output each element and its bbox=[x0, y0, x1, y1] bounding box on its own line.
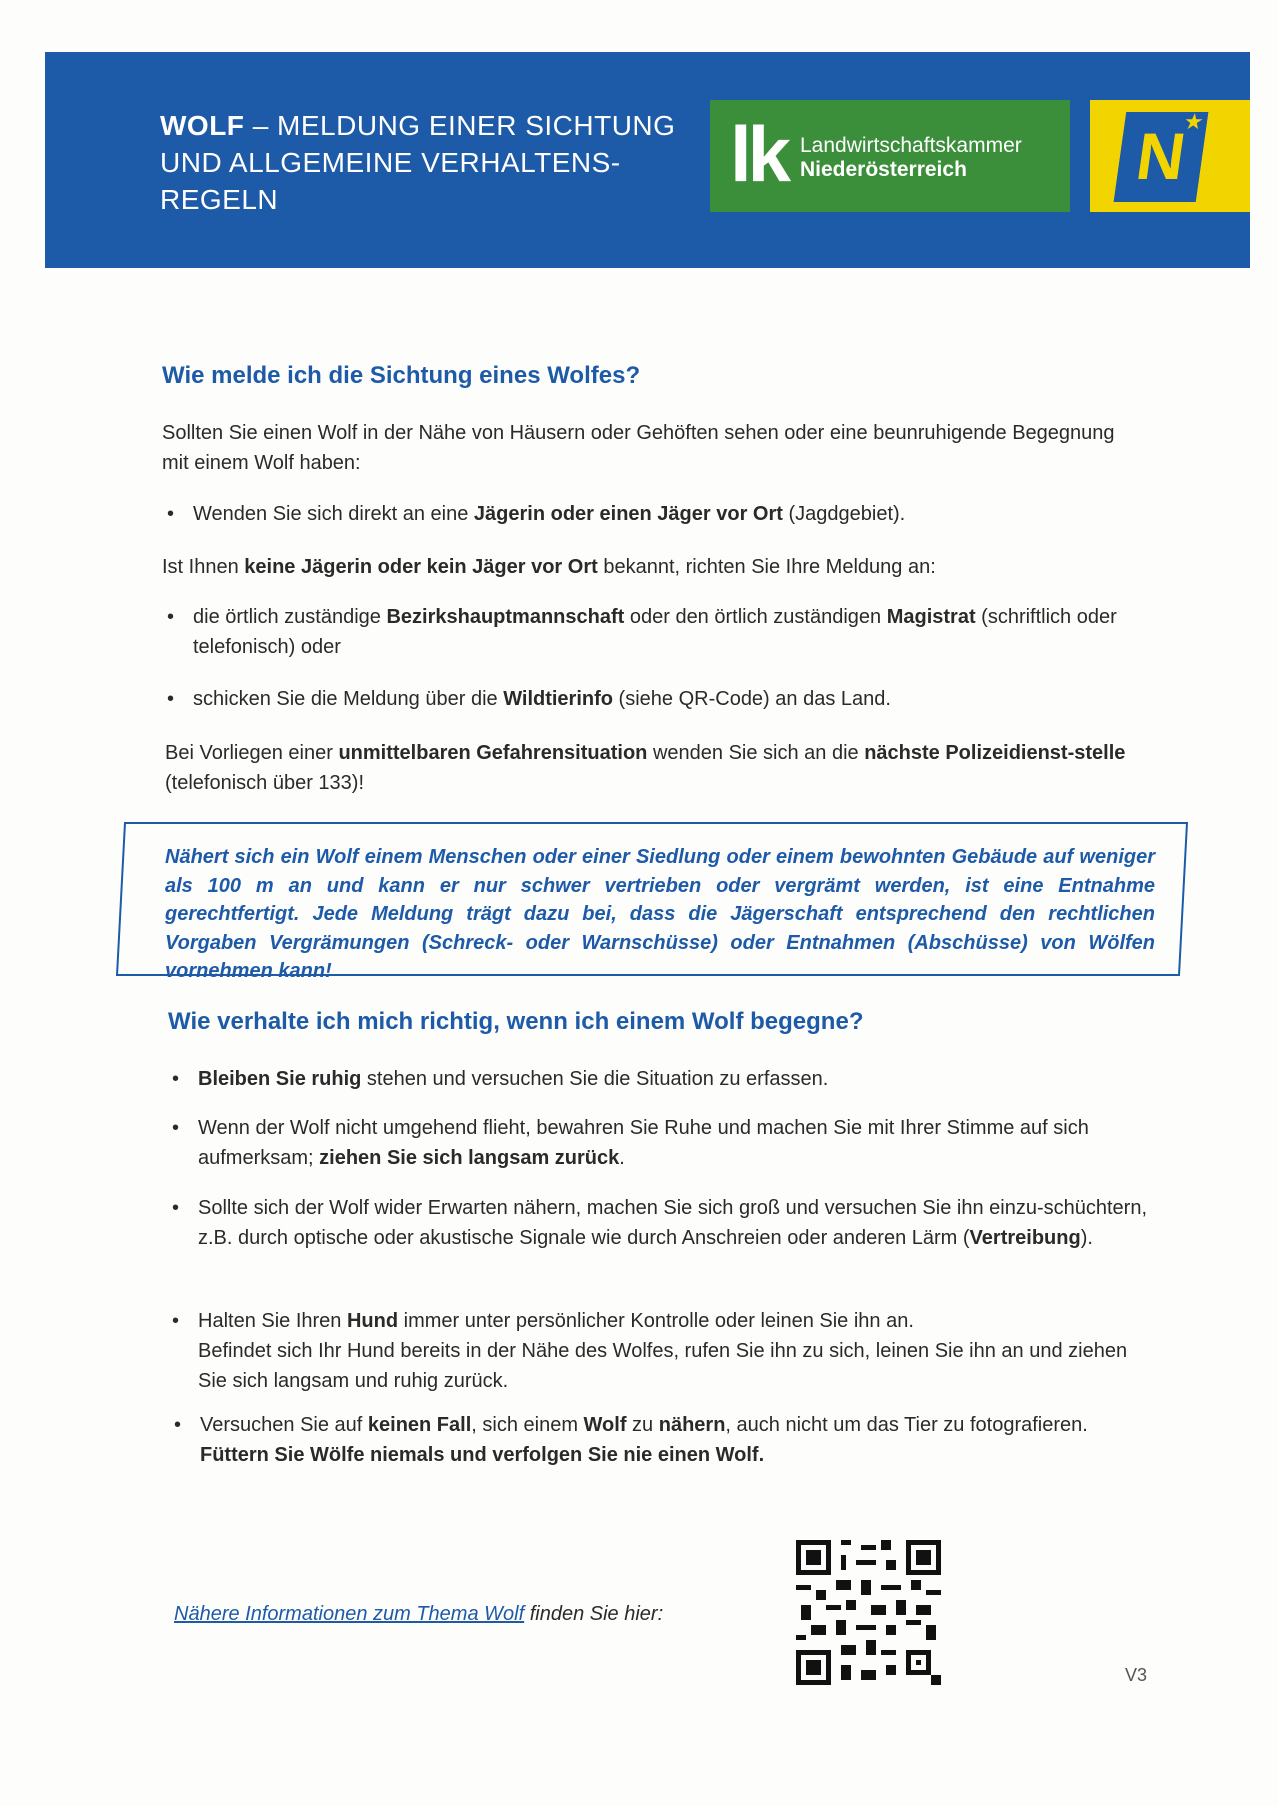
text: schicken Sie die Meldung über die bbox=[193, 688, 504, 710]
text: bekannt, richten Sie Ihre Meldung an: bbox=[597, 556, 936, 578]
bold-text: Jägerin oder einen Jäger vor Ort bbox=[473, 503, 783, 525]
title-line-2: UND ALLGEMEINE VERHALTENS- bbox=[160, 147, 621, 178]
list-item bbox=[167, 684, 1143, 714]
list-item bbox=[167, 602, 1143, 662]
lk-mark: lk bbox=[730, 110, 788, 198]
section1-para3 bbox=[165, 738, 1145, 798]
bold-text: Vertreibung bbox=[969, 1227, 1081, 1249]
text: finden Sie hier: bbox=[524, 1603, 664, 1625]
text: stehen und versuchen Sie die Situation zu erfassen. bbox=[361, 1068, 829, 1090]
bullet: • bbox=[167, 503, 175, 525]
bold-text: Hund bbox=[346, 1310, 399, 1332]
bold-text: Bleiben Sie ruhig bbox=[198, 1068, 362, 1090]
list-item bbox=[167, 499, 1143, 529]
text: . bbox=[619, 1147, 625, 1169]
bold-text: Bezirkshauptmannschaft bbox=[386, 606, 625, 628]
bullet: • bbox=[174, 1414, 182, 1436]
list-item bbox=[172, 1064, 1148, 1094]
title-line-3: REGELN bbox=[160, 184, 279, 215]
text: immer unter persönlicher Kontrolle oder leinen Sie ihn an. bbox=[398, 1310, 914, 1332]
bullet: • bbox=[172, 1197, 180, 1219]
title-rest: – MELDUNG EINER SICHTUNG bbox=[244, 110, 676, 141]
notice-text: Nähert sich ein Wolf einem Menschen oder einer Siedlung oder einem bewohnten Gebäude auf weniger als 100 m an und kann er nur schwer vertrieben oder vergrämt werden, ist eine Entnahme gerechtfertigt. Jede Meldung trägt dazu bei, dass die Jägerschaft entsprechend den rechtlichen Vorgaben Vergrämungen (Schreck- oder Warnschüsse) oder Entnahmen (Abschüsse) von Wölfen vornehmen kann! bbox=[165, 846, 1155, 982]
lk-line-1: Landwirtschaftskammer bbox=[800, 134, 1022, 157]
text: Wenn der Wolf nicht umgehend flieht, bewahren Sie Ruhe und machen Sie mit Ihrer Stimme auf sich aufmerksam; bbox=[198, 1117, 1089, 1169]
text: Sollte sich der Wolf wider Erwarten nähern, machen Sie sich groß und versuchen Sie ihn einzu-schüchtern, z.B. durch optische oder akustische Signale wie durch Anschreien oder anderen Lärm ( bbox=[198, 1197, 1147, 1249]
bold-text: keinen Fall bbox=[367, 1414, 472, 1436]
list-item bbox=[172, 1193, 1153, 1253]
text: ). bbox=[1080, 1227, 1093, 1249]
qr-code-icon[interactable] bbox=[796, 1540, 941, 1685]
noe-box bbox=[1114, 109, 1209, 202]
bold-text: Magistrat bbox=[886, 606, 976, 628]
bullet: • bbox=[172, 1310, 180, 1332]
title-strong: WOLF bbox=[160, 110, 245, 141]
bold-text: Wildtierinfo bbox=[503, 688, 613, 710]
text: Versuchen Sie auf bbox=[200, 1414, 368, 1436]
section1-intro: Sollten Sie einen Wolf in der Nähe von Häusern oder Gehöften sehen oder eine beunruhigende Begegnung mit einem Wolf haben: bbox=[162, 422, 1115, 474]
lk-line-2: Niederösterreich bbox=[800, 158, 967, 181]
bold-text: nächste Polizeidienst-stelle bbox=[864, 742, 1126, 764]
lk-text bbox=[800, 134, 1022, 182]
list-item bbox=[172, 1113, 1148, 1173]
text: zu bbox=[626, 1414, 659, 1436]
text: , auch nicht um das Tier zu fotografieren. bbox=[725, 1414, 1088, 1436]
text: Halten Sie Ihren bbox=[198, 1310, 347, 1332]
text: Befindet sich Ihr Hund bereits in der Nähe des Wolfes, rufen Sie ihn zu sich, leinen Sie ihn an und ziehen Sie sich langsam und ruhig zurück. bbox=[198, 1340, 1128, 1392]
list-item bbox=[174, 1410, 1160, 1470]
lk-logo bbox=[710, 100, 1070, 212]
bullet: • bbox=[172, 1068, 180, 1090]
bold-text: nähern bbox=[658, 1414, 726, 1436]
text: Wenden Sie sich direkt an eine bbox=[193, 503, 474, 525]
text: Bei Vorliegen einer bbox=[165, 742, 339, 764]
section2-heading: Wie verhalte ich mich richtig, wenn ich einem Wolf begegne? bbox=[168, 1008, 864, 1035]
text: (schriftlich oder telefonisch) oder bbox=[193, 606, 1117, 658]
text: (Jagdgebiet). bbox=[782, 503, 906, 525]
star-icon: ★ bbox=[1182, 109, 1206, 134]
noe-logo bbox=[1090, 100, 1250, 212]
text: die örtlich zuständige bbox=[193, 606, 387, 628]
bullet: • bbox=[172, 1117, 180, 1139]
noe-letter: N bbox=[1131, 119, 1191, 193]
version-label: V3 bbox=[1125, 1665, 1148, 1685]
info-link[interactable]: Nähere Informationen zum Thema Wolf bbox=[174, 1603, 525, 1625]
section1-para2 bbox=[162, 552, 1137, 582]
bold-text: Füttern Sie Wölfe niemals und verfolgen Sie nie einen Wolf. bbox=[200, 1444, 765, 1466]
text: Ist Ihnen bbox=[162, 556, 245, 578]
list-item bbox=[172, 1306, 1153, 1396]
text: (telefonisch über 133)! bbox=[165, 772, 365, 794]
bold-text: unmittelbaren Gefahrensituation bbox=[338, 742, 648, 764]
section1-heading: Wie melde ich die Sichtung eines Wolfes? bbox=[162, 362, 641, 389]
text: wenden Sie sich an die bbox=[647, 742, 865, 764]
bold-text: Wolf bbox=[583, 1414, 627, 1436]
bullet: • bbox=[167, 688, 175, 710]
text: , sich einem bbox=[471, 1414, 584, 1436]
bold-text: ziehen Sie sich langsam zurück bbox=[319, 1147, 620, 1169]
text: (siehe QR-Code) an das Land. bbox=[613, 688, 891, 710]
bullet: • bbox=[167, 606, 175, 628]
header-banner bbox=[45, 52, 1250, 268]
document-title bbox=[160, 107, 720, 218]
text: oder den örtlich zuständigen bbox=[624, 606, 887, 628]
footer-info bbox=[174, 1603, 663, 1626]
bold-text: keine Jägerin oder kein Jäger vor Ort bbox=[244, 556, 598, 578]
